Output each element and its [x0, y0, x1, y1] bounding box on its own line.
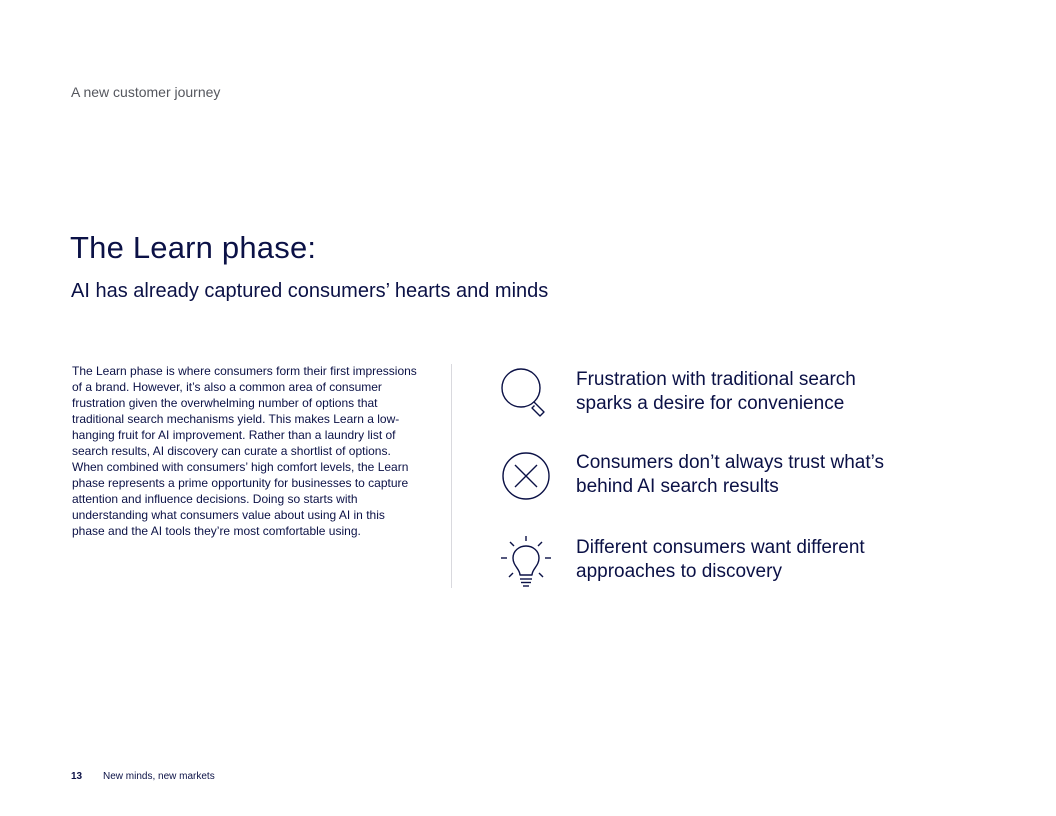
x-circle-icon — [500, 451, 552, 503]
body-paragraph: The Learn phase is where consumers form their first impressions of a brand. However, it’s also a common area of consumer frustration given the overwhelming number of options that traditional search mechanisms yield. This makes Learn a low-hanging fruit for AI improvement. Rather than a laundry list of search results, AI discovery can curate a shortlist of options. When combined with consumers’ high comfort levels, the Learn phase represents a prime opportunity for businesses to capture attention and influence decisions. Doing so starts with understanding what consumers value about using AI in this phase and the AI tools they’re most comfortable using. — [72, 364, 417, 538]
finding-text: Frustration with traditional search sparks a desire for convenience — [576, 369, 856, 414]
publication-title: New minds, new markets — [103, 771, 215, 782]
lightbulb-icon — [500, 536, 552, 588]
finding-item — [500, 451, 920, 507]
page-number: 13 — [71, 771, 83, 782]
finding-item — [500, 536, 920, 592]
finding-text: Different consumers want different approaches to discovery — [576, 537, 865, 582]
section-label: A new customer journey — [71, 84, 221, 100]
magnifier-icon — [500, 368, 552, 420]
page-title: The Learn phase: — [70, 230, 317, 265]
finding-item — [500, 368, 920, 424]
column-divider — [451, 364, 452, 588]
subtitle: AI has already captured consumers’ hearts and minds — [71, 280, 549, 302]
finding-text: Consumers don’t always trust what’s behind AI search results — [576, 452, 884, 497]
